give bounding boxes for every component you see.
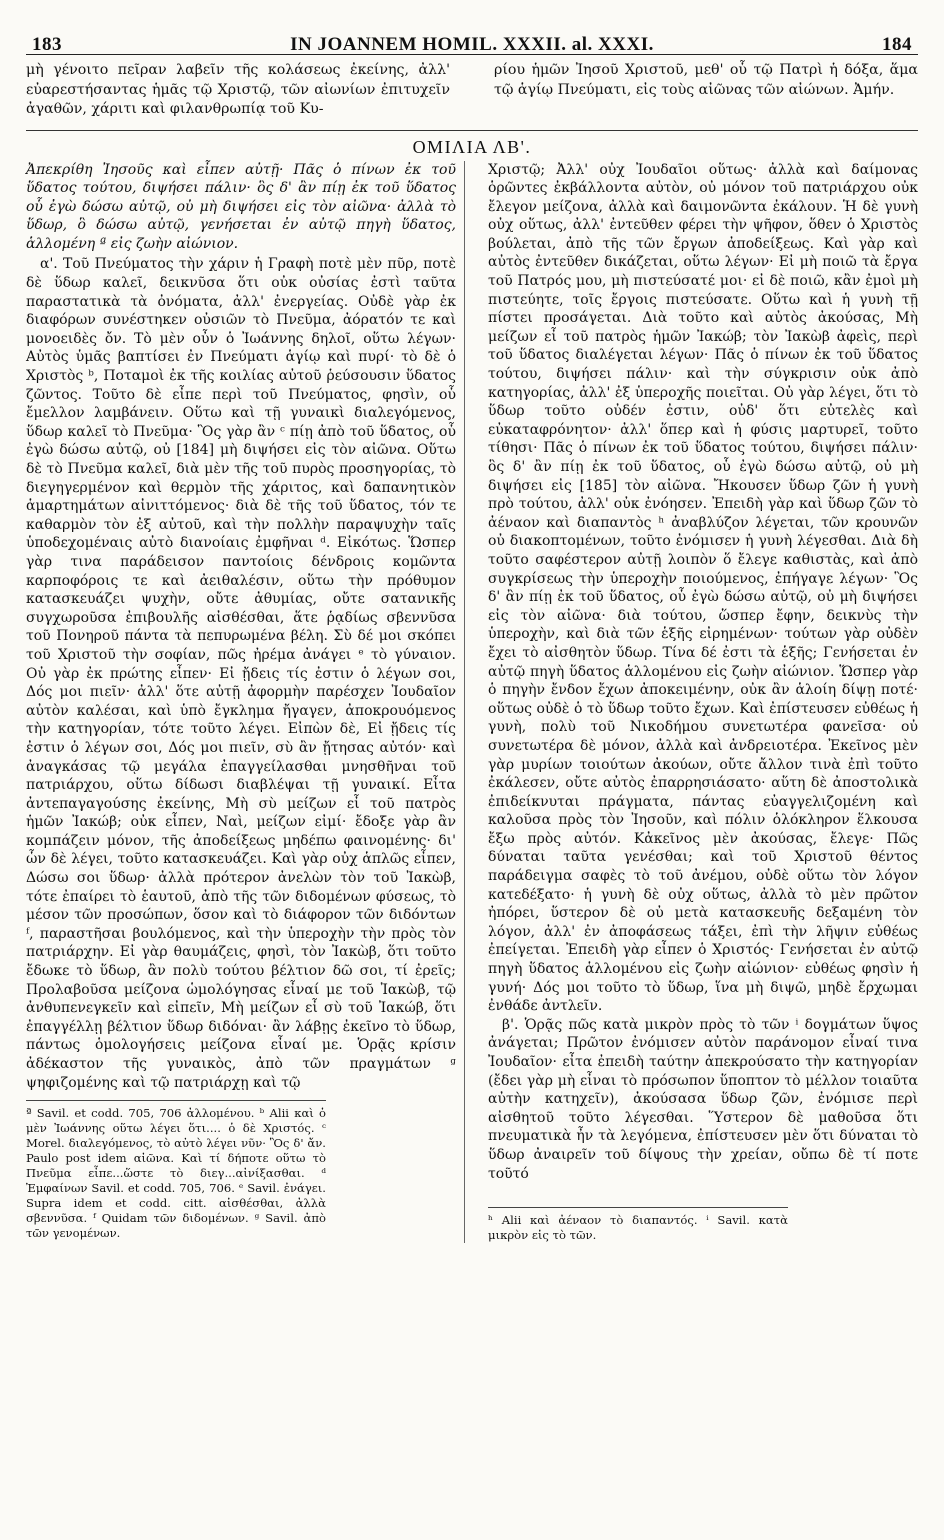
running-header <box>26 24 918 55</box>
scripture-lemma: Ἀπεκρίθη Ἰησοῦς καὶ εἶπεν αὐτῇ· Πᾶς ὁ πίνων ἐκ τοῦ ὕδατος τούτου, διψήσει πάλιν· ὃς δ' ἂν πίῃ ἐκ τοῦ ὕδατος οὗ ἐγὼ δώσω αὐτῷ, οὐ μὴ διψήσει εἰς τὸν αἰῶνα· ἀλλὰ τὸ ὕδωρ, ὃ δώσω αὐτῷ, γενήσεται ἐν αὐτῷ πηγὴ ὕδατος, ἁλλομένη ª εἰς ζωὴν αἰώνιον. <box>26 161 456 252</box>
top-left-text: μὴ γένοιτο πεῖραν λαβεῖν τῆς κολάσεως ἐκείνης, ἀλλ' εὐαρεστήσαντας ἡμᾶς τῷ Χριστῷ, τῶν αἰωνίων ἐπιτυχεῖν ἀγαθῶν, χάριτι καὶ φιλανθρωπίᾳ τοῦ Κυ- <box>26 62 450 117</box>
section-divider <box>26 130 918 131</box>
right-footnotes: ʰ Alii καὶ ἀέναον τὸ διαπαντός. ⁱ Savil. κατὰ μικρὸν εἰς τὸ τῶν. <box>488 1207 788 1243</box>
page <box>26 24 918 1530</box>
running-title: IN JOANNEM HOMIL. XXXII. al. XXXI. <box>290 34 654 55</box>
top-section <box>26 61 918 120</box>
page-number-right: 184 <box>882 34 912 55</box>
page-number-left: 183 <box>32 34 62 55</box>
top-right-text: ρίου ἡμῶν Ἰησοῦ Χριστοῦ, μεθ' οὗ τῷ Πατρὶ ἡ δόξα, ἅμα τῷ ἁγίῳ Πνεύματι, εἰς τοὺς αἰῶνας τῶν αἰώνων. Ἀμήν. <box>494 62 918 98</box>
right-paragraph: β'. Ὁρᾷς πῶς κατὰ μικρὸν πρὸς τὸ τῶν ⁱ δογμάτων ὕψος ἀνάγεται; Πρῶτον ἐνόμισεν αὐτὸν παράνομον εἶναί τινα Ἰουδαῖον· εἶτα ἐπειδὴ ταύτην ἀπεκρούσατο τὴν κατηγορίαν (ἔδει γὰρ μὴ εἶναι τὸ πρόσωπον ὕποπτον τὸ μέλλον τοιαῦτα αὐτὴν κατηχεῖν), ἀκούσασα ὕδωρ ζῶν, ἐνόμισε περὶ αἰσθητοῦ τοῦτο λέγεσθαι. Ὕστερον δὲ μαθοῦσα ὅτι πνευματικὰ ἦν τὰ λεγόμενα, ἐπίστευσεν μὲν ὅτι δύναται τὸ ὕδωρ ἀναιρεῖν τοῦ δίψους τὴν χρείαν, οὔπω δὲ τί ποτε τοῦτό <box>488 1016 918 1182</box>
left-paragraph: α'. Τοῦ Πνεύματος τὴν χάριν ἡ Γραφὴ ποτὲ μὲν πῦρ, ποτὲ δὲ ὕδωρ καλεῖ, δεικνῦσα ὅτι οὐκ οὐσίας ἐστὶ ταῦτα παραστατικὰ τὰ ὀνόματα, ἀλλ' ἐνεργείας. Οὐδὲ γὰρ ἐκ διαφόρων συνέστηκεν οὐσιῶν τὸ Πνεῦμα, ἀόρατόν τε καὶ μονοειδὲς ὄν. Τὸ μὲν οὖν ὁ Ἰωάννης δηλοῖ, οὕτω λέγων· Αὐτὸς ὑμᾶς βαπτίσει ἐν Πνεύματι ἁγίῳ καὶ πυρί· τὸ δὲ ὁ Χριστὸς ᵇ, Ποταμοὶ ἐκ τῆς κοιλίας αὐτοῦ ῥεύσουσιν ὕδατος ζῶντος. Τοῦτο δὲ εἶπε περὶ τοῦ Πνεύματος, φησὶν, οὗ ἔμελλον λαμβάνειν. Οὕτω καὶ τῇ γυναικὶ διαλεγόμενος, ὕδωρ καλεῖ τὸ Πνεῦμα· Ὃς γὰρ ἂν ᶜ πίῃ ἀπὸ τοῦ ὕδατος, οὗ ἐγὼ δώσω αὐτῷ, οὐ [184] μὴ διψήσει εἰς τὸν αἰῶνα. Οὕτω δὲ τὸ Πνεῦμα καλεῖ, διὰ μὲν τῆς τοῦ πυρὸς προσηγορίας, τὸ διεγηγερμένον καὶ θερμὸν τῆς χάριτος, καὶ δαπανητικὸν ἁμαρτημάτων αἰνιττόμενος· διὰ δὲ τῆς τοῦ ὕδατος, τόν τε καθαρμὸν τὸν ἐξ αὐτοῦ, καὶ τὴν πολλὴν παραψυχὴν ταῖς ὑποδεχομέναις αὐτὸ διανοίαις ἐμφῆναι ᵈ. Εἰκότως. Ὥσπερ γὰρ τινα παράδεισον παντοίοις δένδροις κομῶντα καρποφόροις τε καὶ ἀειθαλέσιν, οὕτω τὴν πρόθυμον κατασκευάζει ψυχὴν, οὔτε ἀθυμίας, οὔτε σατανικῆς συγχωροῦσα ἐπιβουλῆς αἰσθέσθαι, ἅτε ῥᾳδίως σβεννῦσα τοῦ Πονηροῦ πάντα τὰ πεπυρωμένα βέλη. Σὺ δέ μοι σκόπει τοῦ Χριστοῦ τὴν σοφίαν, πῶς ἠρέμα ἀνάγει ᵉ τὸ γύναιον. Οὐ γὰρ ἐκ πρώτης εἶπεν· Εἰ ᾔδεις τίς ἐστιν ὁ λέγων σοι, Δός μοι πιεῖν· ἀλλ' ὅτε αὐτῇ ἀφορμὴν παρέσχεν Ἰουδαῖον αὐτὸν καλέσαι, καὶ ὑπὸ ἔγκλημα ἤγαγεν, ἀποκρουόμενος τὴν κατηγορίαν, τότε τοῦτο λέγει. Εἰπὼν δὲ, Εἰ ᾔδεις τίς ἐστιν ὁ λέγων σοι, Δός μοι πιεῖν, σὺ ἂν ᾔτησας αὐτόν· καὶ ἀναγκάσας τῷ μεγάλα ἐπαγγείλασθαι μνησθῆναι τοῦ πατριάρχου, οὕτω δίδωσι διαβλέψαι τῇ γυναικί. Εἶτα ἀντεπαγαγούσης ἐκείνης, Μὴ σὺ μείζων εἶ τοῦ πατρὸς ἡμῶν Ἰακώβ; οὐκ εἶπεν, Ναὶ, μείζων εἰμί· ἔδοξε γὰρ ἂν κομπάζειν μόνον, τῆς ἀποδείξεως μηδέπω φαινομένης· δι' ὧν δὲ λέγει, τοῦτο κατασκευάζει. Καὶ γὰρ οὐχ ἁπλῶς εἶπεν, Δώσω σοι ὕδωρ· ἀλλὰ πρότερον ἀνελὼν τὸν τοῦ Ἰακὼβ, τότε ἐπαίρει τὸ ἑαυτοῦ, ἀπὸ τῆς τῶν διδομένων φύσεως, τὸ μέσον τῶν προσώπων, ὅσον καὶ τὸ διάφορον τῶν διδόντων ᶠ, παραστῆσαι βουλόμενος, καὶ τὴν ὑπεροχὴν τὴν πρὸς τὸν πατριάρχην. Εἰ γὰρ θαυμάζεις, φησὶ, τὸν Ἰακὼβ, ὅτι τοῦτο ἔδωκε τὸ ὕδωρ, ἂν πολὺ τούτου βέλτιον δῶ σοι, τί ἐρεῖς; Προλαβοῦσα μείζονα ὡμολόγησας εἶναί με τοῦ Ἰακὼβ, τῷ ἀνθυπενεγκεῖν καὶ εἰπεῖν, Μὴ μείζων εἶ σὺ τοῦ Ἰακώβ, ὅτι ἐπαγγέλλῃ βέλτιον ὕδωρ διδόναι· ἂν λάβῃς ἐκεῖνο τὸ ὕδωρ, πάντως ὁμολογήσεις μείζονα εἶναί με. Ὁρᾷς κρίσιν ἀδέκαστον τῆς γυναικὸς, ἀπὸ τῶν πραγμάτων ᵍ ψηφιζομένης καὶ τῷ πατριάρχῃ καὶ τῷ <box>26 256 456 1091</box>
homily-title: ΟΜΙΛΙΑ ΛΒ'. <box>412 136 532 157</box>
right-column <box>488 161 918 1244</box>
main-columns <box>26 161 918 1244</box>
right-paragraph: Χριστῷ; Ἀλλ' οὐχ Ἰουδαῖοι οὕτως· ἀλλὰ καὶ δαίμονας ὁρῶντες ἐκβάλλοντα αὐτὸν, οὐ μόνον τοῦ πατριάρχου οὐκ ἔλεγον μείζονα, ἀλλὰ καὶ δαιμονῶντα ἐκάλουν. Ἡ δὲ γυνὴ οὐχ οὕτως, ἀλλ' ἐντεῦθεν φέρει τὴν ψῆφον, ὅθεν ὁ Χριστὸς βούλεται, ἀπὸ τῆς τῶν ἔργων ἀποδείξεως. Καὶ γὰρ καὶ αὐτὸς ἐντεῦθεν δικάζεται, οὕτω λέγων· Εἰ μὴ ποιῶ τὰ ἔργα τοῦ Πατρός μου, μὴ πιστεύσατέ μοι· εἰ δὲ ποιῶ, κἂν ἐμοὶ μὴ πιστεύητε, τοῖς ἔργοις πιστεύσατε. Οὕτω καὶ ἡ γυνὴ τῇ πίστει προσάγεται. Διὰ τοῦτο καὶ αὐτὸς ἀκούσας, Μὴ μείζων εἶ τοῦ πατρὸς ἡμῶν Ἰακώβ; τὸν Ἰακὼβ ἀφεὶς, περὶ τοῦ ὕδατος διαλέγεται λέγων· Πᾶς ὁ πίνων ἐκ τοῦ ὕδατος τούτου, διψήσει πάλιν· καὶ τὴν σύγκρισιν οὐκ ἀπὸ κατηγορίας, ἀλλ' ἐξ ὑπεροχῆς ποιεῖται. Οὐ γὰρ λέγει, ὅτι τὸ ὕδωρ τοῦτο οὐδέν ἐστιν, οὐδ' ὅτι εὐτελὲς καὶ εὐκαταφρόνητον· ἀλλ' ὅπερ καὶ ἡ φύσις μαρτυρεῖ, τοῦτο τίθησι· Πᾶς ὁ πίνων ἐκ τοῦ ὕδατος τούτου, διψήσει πάλιν· ὃς δ' ἂν πίῃ ἐκ τοῦ ὕδατος, οὗ ἐγὼ δώσω αὐτῷ, οὐ μὴ διψήσει εἰς [185] τὸν αἰῶνα. Ἤκουσεν ὕδωρ ζῶν ἡ γυνὴ πρὸ τούτου, ἀλλ' οὐκ ἐνόησεν. Ἐπειδὴ γὰρ καὶ ὕδωρ ζῶν τὸ ἀέναον καὶ διαπαντὸς ʰ ἀναβλύζον λέγεται, τῶν κρουνῶν οὐ διακοπτομένων, τοῦτο ἐνόμισεν ἡ γυνὴ λέγεσθαι. Διὰ δὴ τοῦτο σαφέστερον αὐτῇ λοιπὸν ὅ ἔλεγε καθιστὰς, καὶ ἀπὸ συγκρίσεως τὴν ὑπεροχὴν ποιούμενος, ἐπήγαγε λέγων· Ὃς δ' ἂν πίῃ ἐκ τοῦ ὕδατος, οὗ ἐγὼ δώσω αὐτῷ, οὐ μὴ διψήσει εἰς τὸν αἰῶνα· διὰ τούτου, ὥσπερ ἔφην, δεικνὺς τὴν ὑπεροχὴν, καὶ διὰ τῶν ἑξῆς εἰρημένων· τούτων γὰρ οὐδὲν ἔχει τὸ αἰσθητὸν ὕδωρ. Τίνα δέ ἐστι τὰ ἑξῆς; Γενήσεται ἐν αὐτῷ πηγὴ ὕδατος ἁλλομένου εἰς ζωὴν αἰώνιον. Ὥσπερ γὰρ ὁ πηγὴν ἔνδον ἔχων ἀποκειμένην, οὐκ ἂν ἁλοίη δίψῃ ποτέ· οὕτως οὐδὲ ὁ τὸ ὕδωρ τοῦτο ἔχων. Καὶ ἐπίστευσεν εὐθέως ἡ γυνὴ, πολὺ τοῦ Νικοδήμου συνετωτέρα φανεῖσα· οὐ συνετωτέρα δὲ μόνον, ἀλλὰ καὶ ἀνδρειοτέρα. Ἐκεῖνος μὲν γὰρ μυρίων τοιούτων ἀκούων, οὔτε ἄλλον τινὰ ἐπὶ τοῦτο ἐκάλεσεν, οὔτε αὐτὸς ἐπαρρησιάσατο· αὕτη δὲ ἀποστολικὰ ἐπιδείκνυται πράγματα, πάντας εὐαγγελιζομένη καὶ καλοῦσα πρὸς τὸν Ἰησοῦν, καὶ πόλιν ὁλόκληρον ἕλκουσα ἔξω πρὸς αὐτόν. Κἀκεῖνος μὲν ἀκούσας, ἔλεγε· Πῶς δύναται ταῦτα γενέσθαι; καὶ τοῦ Χριστοῦ θέντος παράδειγμα σαφὲς τὸ τοῦ ἀνέμου, οὐδὲ οὕτω τὸν λόγον κατεδέξατο· ἡ γυνὴ δὲ οὐχ οὕτως, ἀλλὰ τὸ μὲν πρῶτον ἠπόρει, ὕστερον δὲ οὐ μετὰ κατασκευῆς δεξαμένη τὸν λόγον, ἀλλ' ἐν ἀποφάσεως τάξει, ἐπὶ τὴν λῆψιν εὐθέως ἐπείγεται. Ἐπειδὴ γὰρ εἶπεν ὁ Χριστός· Γενήσεται ἐν αὐτῷ πηγὴ ὕδατος ἁλλομένου εἰς ζωὴν αἰώνιον· εὐθέως φησὶν ἡ γυνή· Δός μοι τοῦτο τὸ ὕδωρ, ἵνα μὴ διψῶ, μηδὲ ἔρχωμαι ἐνθάδε ἀντλεῖν. <box>488 161 918 1015</box>
left-footnotes: ª Savil. et codd. 705, 706 ἀλλομένου. ᵇ Alii καὶ ὁ μὲν Ἰωάννης οὕτω λέγει ὅτι.... ὁ δὲ Χριστός. ᶜ Morel. διαλεγόμενος, τὸ αὐτὸ λέγει νῦν· Ὃς δ' ἄν. Paulo post idem αἰῶνα. Καὶ τί δήποτε οὕτω τὸ Πνεῦμα εἶπε...ὥστε τὸ διεγ...αἰνίξασθαι. ᵈ Ἐμφαίνων Savil. et codd. 705, 706. ᵉ Savil. ἐνάγει. Supra idem et codd. citt. αἰσθέσθαι, ἀλλὰ σβεννῦσα. ᶠ Quidam τῶν διδομένων. ᵍ Savil. ἀπὸ τῶν γενομένων. <box>26 1100 326 1241</box>
left-column <box>26 161 465 1244</box>
